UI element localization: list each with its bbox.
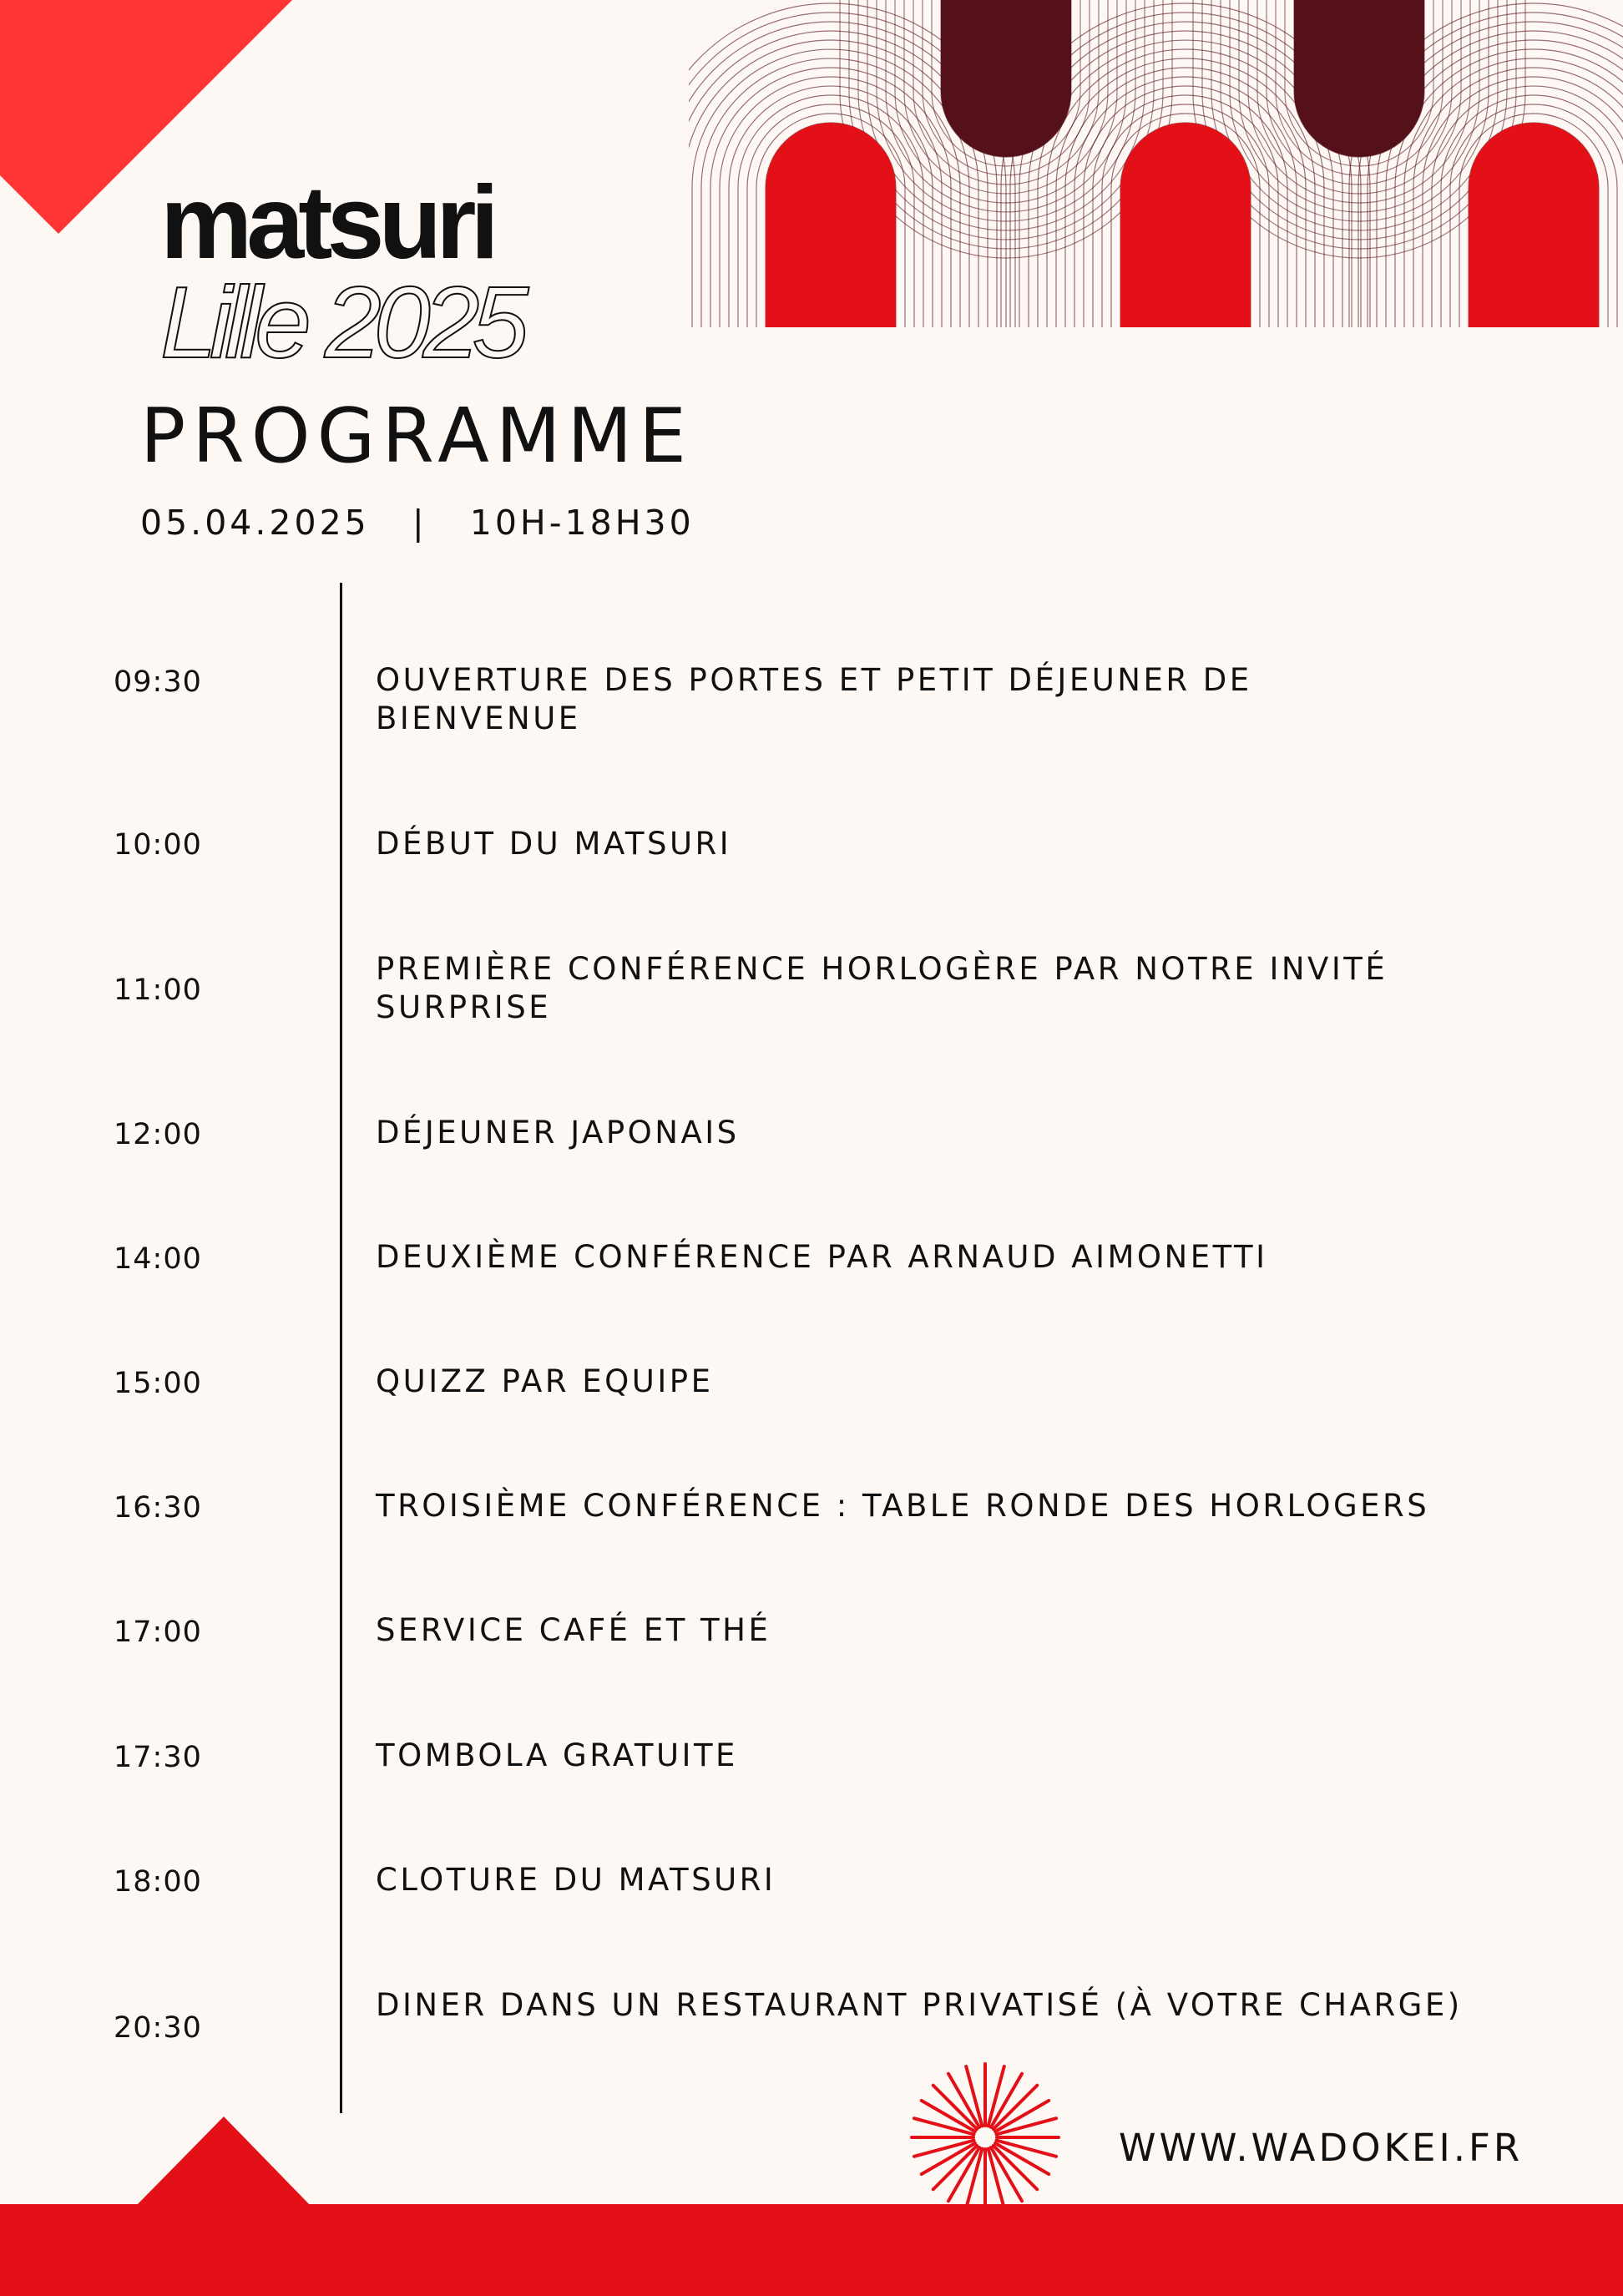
bottom-band <box>0 2204 1623 2296</box>
schedule-description <box>376 1363 1561 1401</box>
schedule-description-line: DEUXIÈME CONFÉRENCE PAR ARNAUD AIMONETTI <box>376 1239 1268 1275</box>
event-date-hours: 05.04.2025 | 10H-18H30 <box>140 503 695 543</box>
schedule-description-line: DINER DANS UN RESTAURANT PRIVATISÉ (À VOTRE CHARGE) <box>376 1987 1463 2023</box>
schedule-description <box>376 1986 1561 2025</box>
logo <box>160 165 594 379</box>
schedule-description <box>376 825 1561 863</box>
schedule-description-line: OUVERTURE DES PORTES ET PETIT DÉJEUNER DE <box>376 662 1252 698</box>
schedule-description-line: DÉBUT DU MATSURI <box>376 826 732 862</box>
sunburst-icon <box>906 2058 1064 2217</box>
schedule-time: 20:30 <box>114 2011 202 2045</box>
bottom-triangle-shape <box>134 2116 313 2208</box>
schedule-description-line: PREMIÈRE CONFÉRENCE HORLOGÈRE PAR NOTRE INVITÉ <box>376 951 1388 987</box>
schedule-description-line: SERVICE CAFÉ ET THÉ <box>376 1612 771 1648</box>
schedule-description-line: QUIZZ PAR EQUIPE <box>376 1363 714 1399</box>
timeline-divider <box>340 583 342 2113</box>
page-title: PROGRAMME <box>140 392 694 480</box>
schedule-description <box>376 1611 1561 1650</box>
schedule-description-line: TOMBOLA GRATUITE <box>376 1737 738 1773</box>
schedule-description-line: CLOTURE DU MATSURI <box>376 1862 776 1898</box>
schedule-time: 12:00 <box>114 1118 202 1151</box>
schedule-time: 18:00 <box>114 1865 202 1899</box>
schedule-time: 17:30 <box>114 1741 202 1774</box>
schedule-description <box>376 661 1561 738</box>
schedule-description <box>376 1114 1561 1152</box>
schedule-description <box>376 950 1561 1027</box>
schedule-description-line: TROISIÈME CONFÉRENCE : TABLE RONDE DES HORLOGERS <box>376 1488 1430 1524</box>
schedule-description-line: SURPRISE <box>376 989 552 1025</box>
schedule-description <box>376 1238 1561 1277</box>
schedule-description <box>376 1737 1561 1775</box>
schedule-time: 10:00 <box>114 828 202 862</box>
schedule-description-line: BIENVENUE <box>376 700 581 736</box>
schedule-time: 15:00 <box>114 1367 202 1400</box>
schedule-description-line: DÉJEUNER JAPONAIS <box>376 1115 740 1151</box>
logo-word: matsuri <box>160 165 493 281</box>
schedule-time: 11:00 <box>114 974 202 1007</box>
schedule-description <box>376 1861 1561 1899</box>
schedule-time: 14:00 <box>114 1242 202 1276</box>
logo-subtitle: Lille 2025 <box>160 266 522 379</box>
schedule-description <box>376 1487 1561 1525</box>
schedule-time: 16:30 <box>114 1491 202 1525</box>
website-link[interactable]: WWW.WADOKEI.FR <box>1119 2126 1524 2170</box>
schedule-time: 17:00 <box>114 1616 202 1649</box>
arches-decoration <box>689 0 1623 327</box>
schedule-time: 09:30 <box>114 665 202 699</box>
